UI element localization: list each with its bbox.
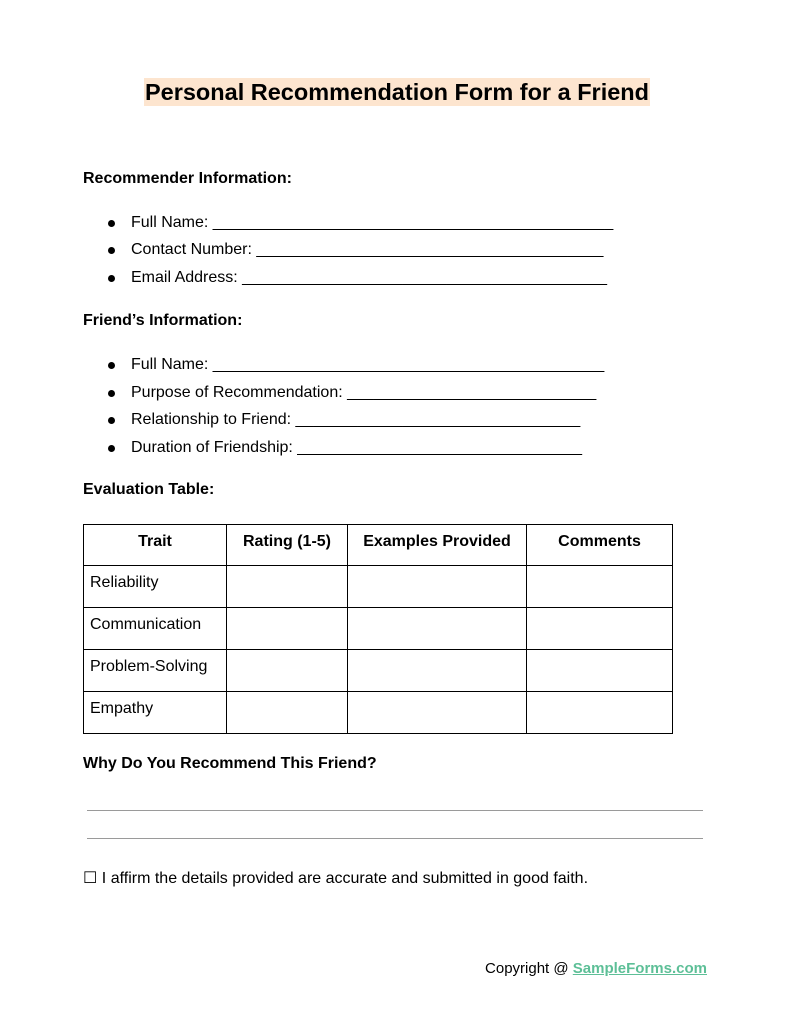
evaluation-table xyxy=(83,524,673,734)
friend-relationship-field[interactable]: Relationship to Friend: ________________________________ xyxy=(83,410,604,430)
comments-cell[interactable] xyxy=(527,650,673,692)
rating-cell[interactable] xyxy=(227,692,348,734)
header-examples: Examples Provided xyxy=(348,525,527,566)
table-header-row xyxy=(84,525,673,566)
trait-cell: Problem-Solving xyxy=(84,650,227,692)
examples-cell[interactable] xyxy=(348,692,527,734)
rating-cell[interactable] xyxy=(227,650,348,692)
friend-heading: Friend’s Information: xyxy=(83,312,243,329)
table-row xyxy=(84,650,673,692)
copyright-text: Copyright @ xyxy=(485,960,573,977)
comments-cell[interactable] xyxy=(527,566,673,608)
header-rating: Rating (1-5) xyxy=(227,525,348,566)
friend-duration-field[interactable]: Duration of Friendship: ________________________________ xyxy=(83,438,604,458)
answer-line-1[interactable] xyxy=(87,810,703,811)
affirm-text: I affirm the details provided are accurate and submitted in good faith. xyxy=(101,870,589,887)
sampleforms-link[interactable]: SampleForms.com xyxy=(572,960,707,977)
table-row xyxy=(84,608,673,650)
affirmation xyxy=(83,869,588,889)
recommender-heading: Recommender Information: xyxy=(83,170,292,187)
page-title: Personal Recommendation Form for a Friend xyxy=(144,79,650,105)
trait-cell: Empathy xyxy=(84,692,227,734)
examples-cell[interactable] xyxy=(348,608,527,650)
recommender-list xyxy=(83,213,613,288)
footer xyxy=(485,959,707,979)
examples-cell[interactable] xyxy=(348,650,527,692)
examples-cell[interactable] xyxy=(348,566,527,608)
friend-full-name-field[interactable]: Full Name: ____________________________________________ xyxy=(83,355,604,375)
title-wrapper xyxy=(0,78,794,106)
evaluation-heading: Evaluation Table: xyxy=(83,481,215,498)
comments-cell[interactable] xyxy=(527,692,673,734)
friend-list xyxy=(83,355,604,458)
header-comments: Comments xyxy=(527,525,673,566)
friend-purpose-field[interactable]: Purpose of Recommendation: ____________________________ xyxy=(83,383,604,403)
recommender-email-field[interactable]: Email Address: _________________________________________ xyxy=(83,268,613,288)
table-row xyxy=(84,566,673,608)
table-row xyxy=(84,692,673,734)
trait-cell: Reliability xyxy=(84,566,227,608)
answer-line-2[interactable] xyxy=(87,838,703,839)
affirm-checkbox[interactable]: ☐ xyxy=(83,870,98,887)
rating-cell[interactable] xyxy=(227,608,348,650)
header-trait: Trait xyxy=(84,525,227,566)
comments-cell[interactable] xyxy=(527,608,673,650)
rating-cell[interactable] xyxy=(227,566,348,608)
why-heading: Why Do You Recommend This Friend? xyxy=(83,755,377,772)
recommender-full-name-field[interactable]: Full Name: _____________________________________________ xyxy=(83,213,613,233)
recommender-contact-number-field[interactable]: Contact Number: _______________________________________ xyxy=(83,240,613,260)
trait-cell: Communication xyxy=(84,608,227,650)
